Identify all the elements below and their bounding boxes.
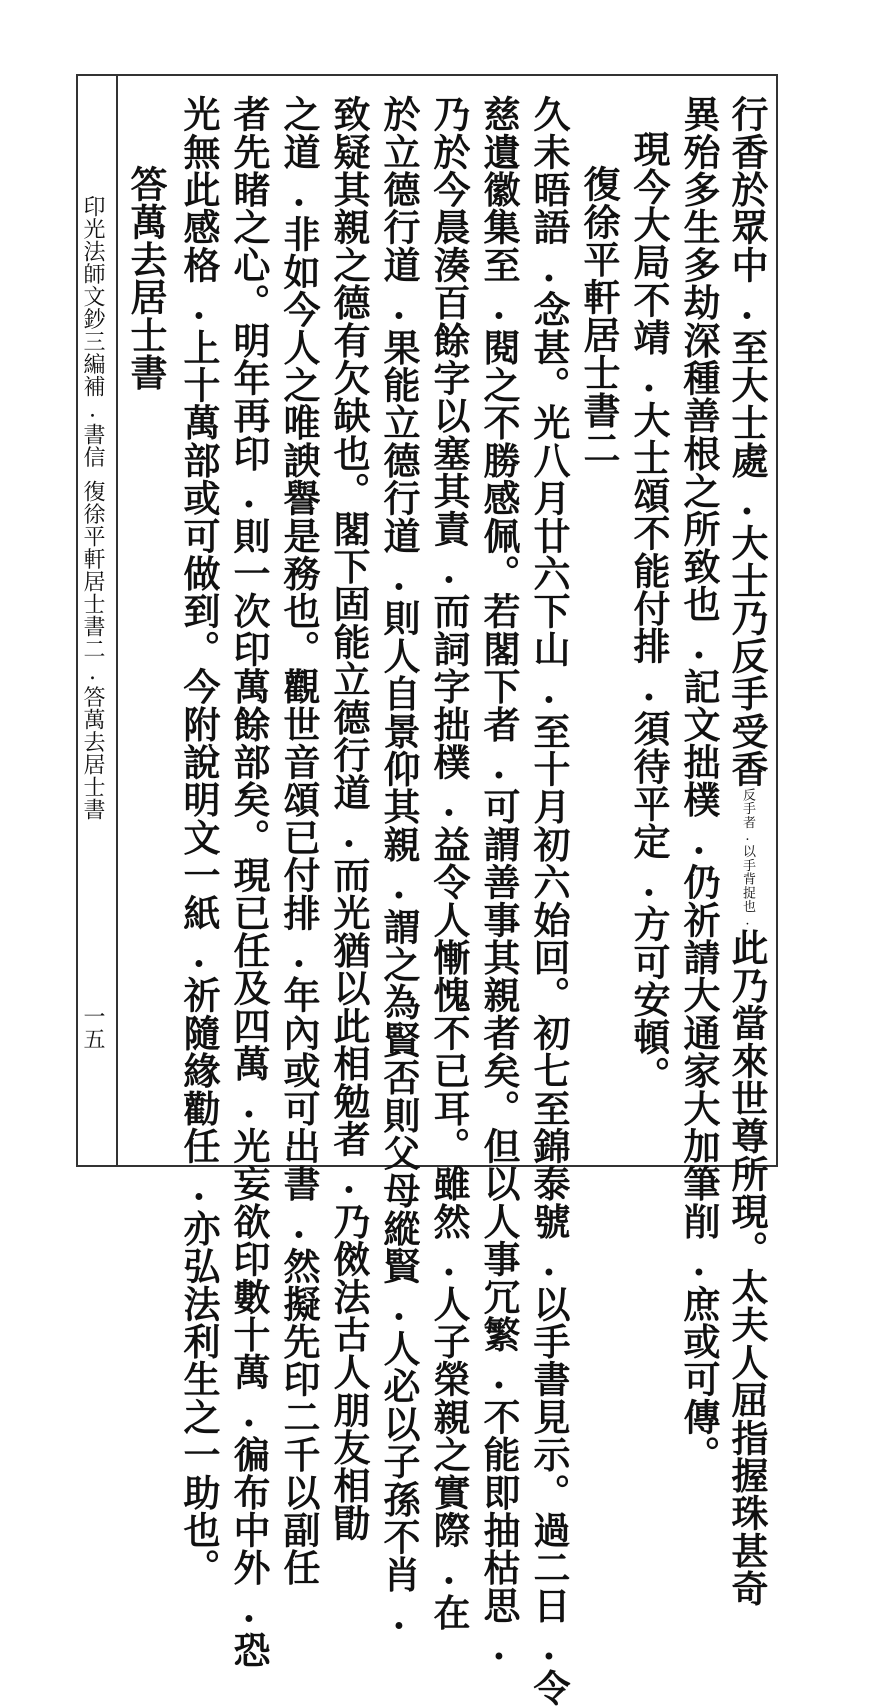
text-column-1: [725, 95, 769, 1608]
annotation-right: 反手者.以: [740, 787, 755, 859]
page-number: 一五: [80, 1005, 105, 1050]
text-column-5: 久未晤語.念甚。光八月廿六下山.至十月初六始回。初七至錦泰號.以手書見示。過二日.令: [527, 95, 571, 1706]
text-column-7: 乃於今晨湊百餘字以塞其責.而詞字拙樸.益令人慚愧不已耳。雖然.人子榮親之實際.在: [427, 95, 471, 1631]
text-column-6: 慈遺徽集至.閱之不勝感佩。若閣下者.可謂善事其親者矣。但以人事冗繁.不能即抽枯思.: [477, 95, 521, 1669]
section-title: 復徐平軒居士書二.答萬去居士書: [80, 480, 105, 821]
text-column-9: 致疑其親之德有欠缺也。閣下固能立德行道.而光猶以此相勉者.乃傚法古人朋友相勖: [327, 95, 371, 1542]
text-column-10: 之道.非如今人之唯諛譽是務也。觀世音頌已付排.年內或可出書.然擬先印二千以副任: [277, 95, 321, 1587]
inline-annotation: [740, 788, 754, 929]
letter-title-2: 答萬去居士書: [124, 165, 168, 392]
book-title: 印光法師文鈔三編補.書信: [80, 195, 105, 468]
text-column-1-head: 行香於眾中.至大士處.大士乃反手受香: [725, 95, 769, 788]
text-column-8: 於立德行道.果能立德行道.則人自景仰其親.謂之為賢否則父母縱賢.人必以子孫不肖.: [377, 95, 421, 1638]
text-column-1-tail: 此乃當來世尊所現。太夫人屈指握珠甚奇: [725, 928, 769, 1608]
annotation-left: 手背捉也.: [740, 858, 755, 929]
text-column-11: 者先睹之心。明年再印.則一次印萬餘部矣。現已任及四萬.光妄欲印數十萬.徧布中外.恐: [227, 95, 271, 1669]
letter-title-1: 復徐平軒居士書二: [577, 165, 621, 467]
text-column-12: 光無此感格.上十萬部或可做到。今附說明文一紙.祈隨緣勸任.亦弘法利生之一助也。: [177, 95, 221, 1587]
text-column-3: 現今大局不靖.大士頌不能付排.須待平定.方可安頓。: [627, 130, 671, 1094]
header-divider: [116, 74, 118, 1167]
text-column-2: 異殆多生多劫深種善根之所致也.記文拙樸.仍祈請大通家大加筆削.庶或可傳。: [677, 95, 721, 1474]
